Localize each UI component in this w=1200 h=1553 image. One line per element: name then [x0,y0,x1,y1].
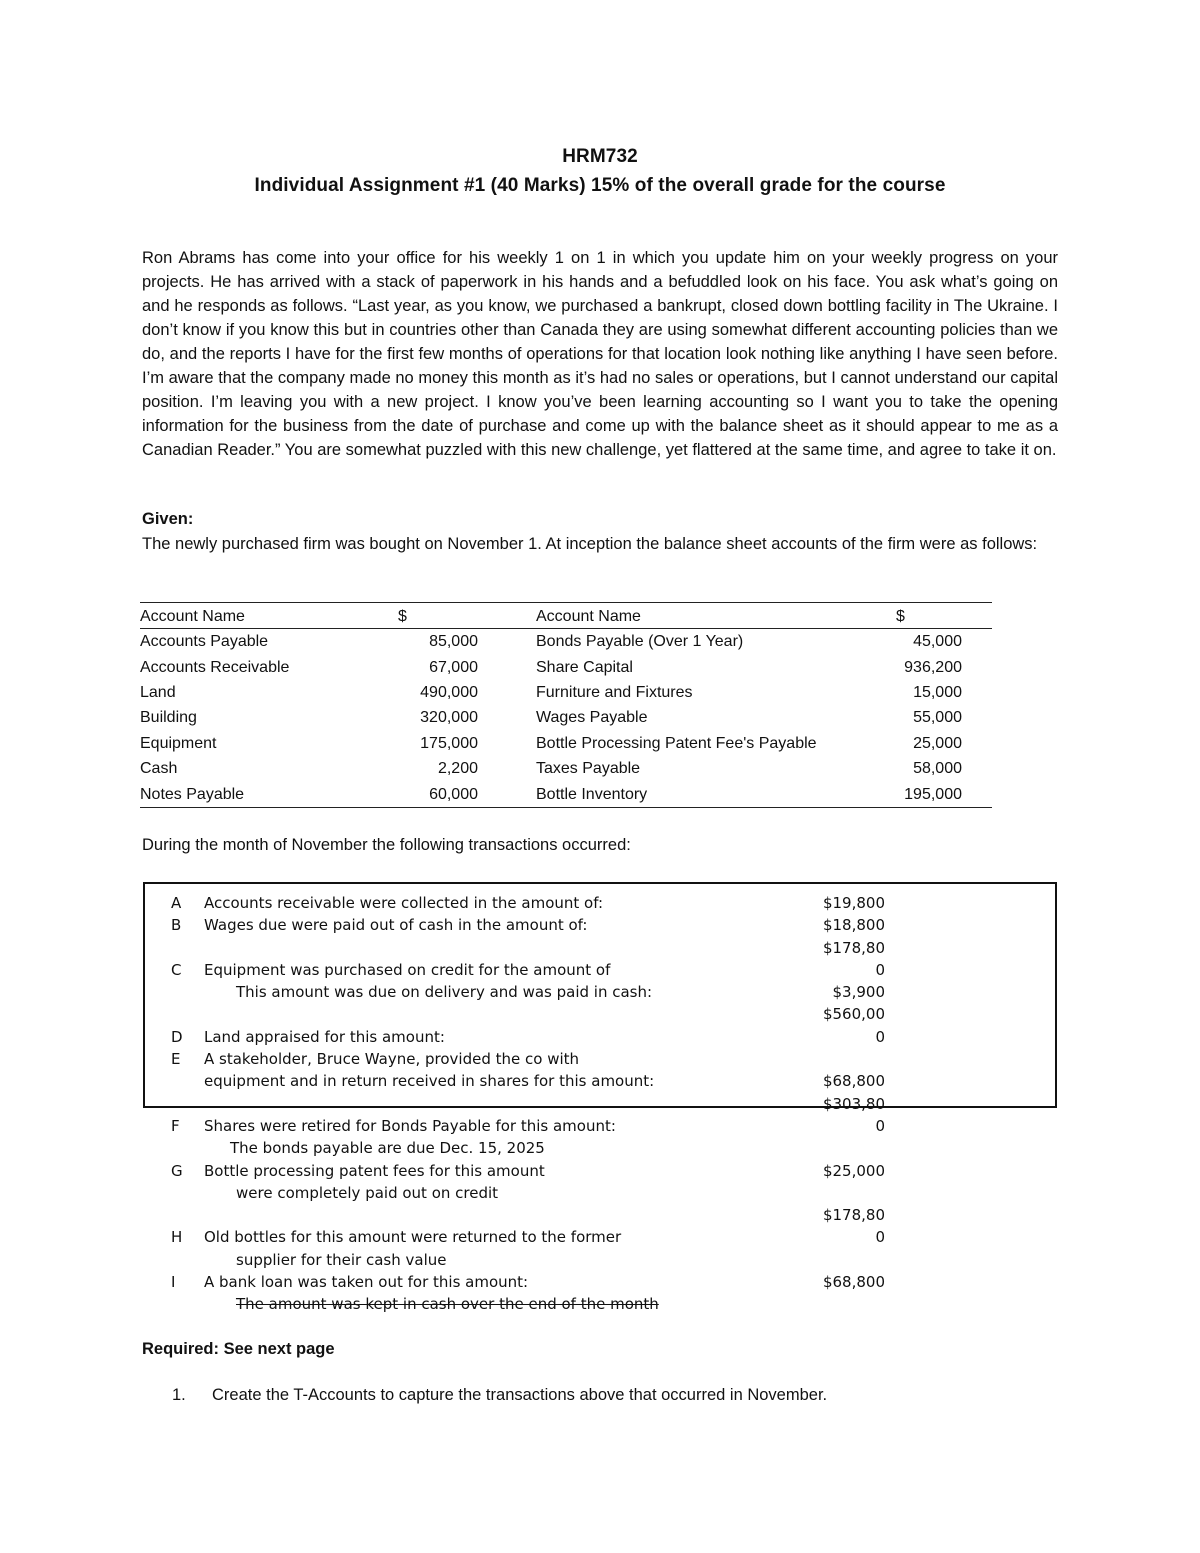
transaction-letter: H [171,1228,183,1247]
transaction-description: Old bottles for this amount were returned to the former [204,1228,622,1247]
header-account-name-left: Account Name [140,608,245,625]
account-amount: 175,000 [420,734,478,752]
transaction-line [145,1026,1055,1048]
opening-balances-table [140,602,992,808]
account-name: Bottle Processing Patent Fee's Payable [536,734,817,752]
transaction-line [145,1160,1055,1182]
transaction-description: supplier for their cash value [236,1250,447,1269]
required-item-text: Create the T-Accounts to capture the transactions above that occurred in November. [212,1386,828,1404]
table-row [140,629,992,655]
transaction-amount: $560,00 [822,1005,885,1024]
transaction-description: The amount was kept in cash over the end of the month [236,1295,659,1314]
transactions-box [143,882,1057,1314]
required-label: Required: See next page [142,1340,335,1358]
transaction-amount: $25,000 [822,1161,885,1180]
account-name: Wages Payable [536,709,648,727]
intro-paragraph: Ron Abrams has come into your office for his weekly 1 on 1 in which you update him on your weekly progress on your projects. He has arrived with a stack of paperwork in his hands and a befuddled look on his face. You ask what’s going on and he responds as follows. “Last year, as you know, we purchased a bankrupt, closed down bottling facility in The Ukraine. I don’t know if you know this but in countries other than Canada they are using somewhat different accounting policies than we do, and the reports I have for the first few months of operations for that location look nothing like anything I have seen before. I’m aware that the company made no money this month as it’s had no sales or operations, but I cannot understand our capital position. I’m leaving you with a new project. I know you’ve been learning accounting so I want you to take the opening information for the business from the date of purchase and come up with the balance sheet as it should appear to me as a Canadian Reader.” You are somewhat puzzled with this new challenge, yet flattered at the same time, and agree to take it on. [142,249,1058,459]
transaction-letter: F [171,1116,180,1135]
transaction-line [145,1048,1055,1070]
transaction-amount: 0 [875,1027,885,1046]
account-name: Bottle Inventory [536,785,648,803]
account-amount: 195,000 [904,785,962,803]
transactions-intro: During the month of November the following transactions occurred: [142,836,631,854]
account-amount: 25,000 [913,734,962,752]
transaction-line [145,959,1055,981]
required-item [172,1386,827,1405]
account-amount: 45,000 [913,633,962,651]
transaction-letter: I [171,1273,176,1292]
transaction-description: Wages due were paid out of cash in the amount of: [204,916,588,935]
account-amount: 55,000 [913,709,962,727]
header-amount-right: $ [896,608,905,625]
account-amount: 58,000 [913,760,962,778]
transaction-line [145,937,1055,959]
transaction-amount: $3,900 [832,983,885,1002]
transaction-letter: E [171,1050,181,1069]
account-name: Furniture and Fixtures [536,683,693,701]
transaction-line [145,1003,1055,1025]
transaction-line [145,1093,1055,1115]
transaction-description: A stakeholder, Bruce Wayne, provided the co with [204,1050,580,1069]
table-header-row [140,603,992,629]
header-amount-left: $ [398,608,407,625]
account-amount: 490,000 [420,683,478,701]
transaction-letter: B [171,916,182,935]
transaction-description: The bonds payable are due Dec. 15, 2025 [230,1139,545,1158]
account-amount: 85,000 [429,633,478,651]
account-name: Taxes Payable [536,760,641,778]
account-name: Accounts Payable [140,633,269,651]
transaction-line [145,1115,1055,1137]
account-name: Cash [140,760,178,778]
transaction-description: Land appraised for this amount: [204,1027,445,1046]
assignment-title: Individual Assignment #1 (40 Marks) 15% of the overall grade for the course [254,175,946,196]
transaction-amount: 0 [875,1116,885,1135]
transaction-description: Shares were retired for Bonds Payable for this amount: [204,1116,616,1135]
transaction-line [145,892,1055,914]
transaction-description: A bank loan was taken out for this amount: [204,1273,529,1292]
transaction-amount: $303,80 [822,1094,885,1113]
account-name: Building [140,709,197,727]
transaction-letter: C [171,960,182,979]
account-name: Notes Payable [140,785,245,803]
account-name: Land [140,683,176,701]
transaction-description: Accounts receivable were collected in the amount of: [204,894,604,912]
transaction-amount: $19,800 [822,894,885,912]
given-text: The newly purchased firm was bought on November 1. At inception the balance sheet accounts of the firm were as follows: [142,535,1038,553]
account-amount: 67,000 [429,658,478,676]
transaction-line [145,1182,1055,1204]
required-item-number: 1. [172,1386,186,1404]
course-code: HRM732 [562,146,638,167]
transaction-line [145,914,1055,936]
transaction-amount: $68,800 [822,1072,885,1091]
transaction-line [145,1204,1055,1226]
transaction-description: Equipment was purchased on credit for the amount of [204,960,611,979]
transaction-amount: $18,800 [822,916,885,935]
transaction-description: equipment and in return received in shares for this amount: [204,1072,655,1091]
transaction-line [145,1293,1055,1315]
account-name: Equipment [140,734,217,752]
table-row [140,781,992,807]
transaction-line [145,1271,1055,1293]
table-row [140,705,992,730]
table-row [140,654,992,679]
transaction-description: This amount was due on delivery and was paid in cash: [236,983,653,1002]
account-amount: 320,000 [420,709,478,727]
given-label: Given: [142,510,194,528]
transaction-line [145,1070,1055,1092]
transaction-line [145,1249,1055,1271]
account-amount: 15,000 [913,683,962,701]
transaction-line [145,1137,1055,1159]
header-account-name-right: Account Name [536,608,641,625]
account-name: Share Capital [536,658,633,676]
account-name: Bonds Payable (Over 1 Year) [536,633,744,651]
transaction-line [145,1226,1055,1248]
transaction-amount: $68,800 [822,1273,885,1292]
table-row [140,731,992,756]
transaction-description: were completely paid out on credit [236,1183,499,1202]
transaction-amount: 0 [875,1228,885,1247]
transaction-letter: A [171,894,182,912]
table-row [140,680,992,705]
account-amount: 60,000 [429,785,478,803]
transaction-amount: $178,80 [822,1206,885,1225]
account-amount: 936,200 [904,658,962,676]
table-row [140,756,992,781]
transaction-letter: D [171,1027,183,1046]
transaction-amount: 0 [875,960,885,979]
transaction-line [145,981,1055,1003]
account-name: Accounts Receivable [140,658,290,676]
account-amount: 2,200 [437,760,478,778]
transactions-list [145,892,1055,1316]
transaction-letter: G [171,1161,183,1180]
transaction-amount: $178,80 [822,938,885,957]
transaction-description: Bottle processing patent fees for this amount [204,1161,545,1180]
